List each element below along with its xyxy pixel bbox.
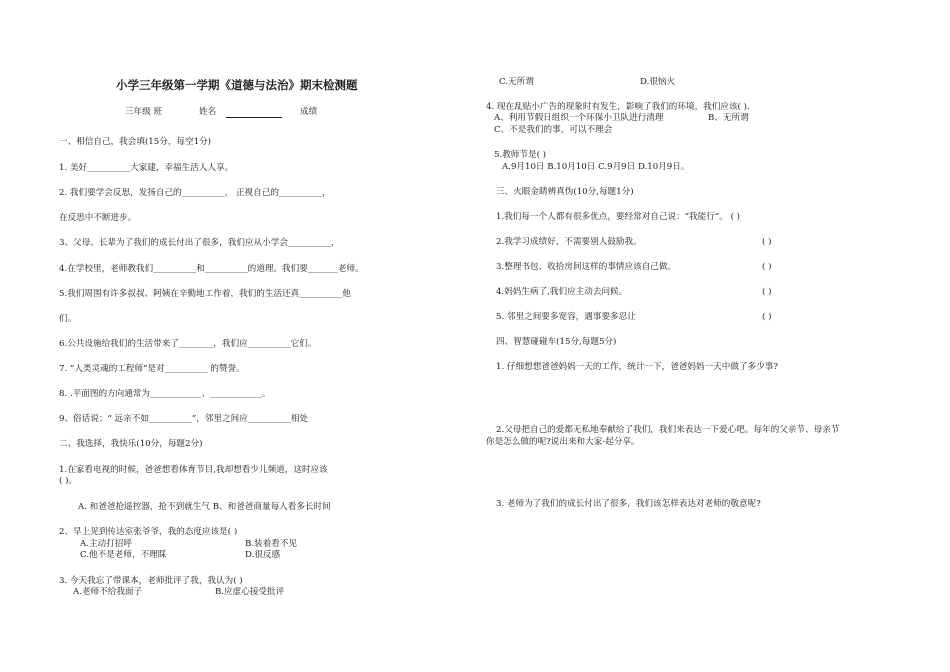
choice-question-5: 5.教师节是( )	[494, 150, 547, 160]
judge-answer-paren-5: ( )	[762, 312, 772, 322]
choice-2-option-c: C.他不是老师，不理睬	[80, 550, 167, 560]
name-underline	[226, 108, 282, 118]
fill-question-5-cont: 们。	[59, 314, 77, 324]
fill-question-9: 9、俗话说：“ 远亲不如__________”，邻里之间应__________相处	[59, 414, 309, 424]
choice-question-2: 2、早上见到传达室张爷爷，我的态度应该是( )	[59, 527, 238, 537]
fill-question-1: 1. 美好__________大家建，幸福生活人人享。	[59, 163, 234, 173]
choice-3-option-b: B.应虚心接受批评	[215, 587, 285, 597]
fill-question-5: 5.我们周围有许多叔叔、阿姨在辛勤地工作着，我们的生活还真__________他	[59, 289, 351, 299]
choice-question-4: 4. 现在乱贴小广告的现象时有发生，影响了我们的环境，我们应该( ).	[486, 102, 750, 112]
fill-question-4: 4.在学校里，老师教我们__________和__________的道理。我们要_______老师。	[59, 264, 364, 274]
judge-question-5: 5. 邻里之间要多宽容，遇事要多忍让	[496, 312, 636, 322]
section-heading-2: 二、我选择，我快乐(10分，每题2分)	[59, 439, 203, 449]
open-question-1: 1. 仔细想想爸爸妈妈一天的工作，统计一下，爸爸妈妈一天中做了多少事?	[496, 362, 778, 372]
section-heading-3: 三、火眼金睛辨真伪(10分,每题1分)	[496, 187, 634, 197]
choice-4-option-b: B、无所谓	[708, 113, 749, 123]
choice-4-option-c: C、不是我们的事，可以不理会	[494, 125, 613, 135]
fill-question-7: 7. “人类灵魂的工程师”是对__________ 的赞誉。	[59, 364, 245, 374]
judge-answer-paren-4: ( )	[762, 287, 772, 297]
fill-question-3: 3、父母、长辈为了我们的成长付出了很多，我们应从小学会__________，	[59, 238, 340, 248]
choice-4-option-a: A、利用节假日组织一个环保小卫队进行清理	[494, 113, 664, 123]
choice-question-3: 3. 今天我忘了带课本，老师批评了我，我认为( )	[59, 576, 243, 586]
choice-3-option-c: C.无所谓	[499, 77, 534, 87]
open-question-3: 3. 老师为了我们的成长付出了很多，我们该怎样表达对老师的敬意呢?	[496, 499, 761, 509]
page-title: 小学三年级第一学期《道德与法治》期末检测题	[116, 78, 358, 92]
choice-3-option-a: A.老师不给我面子	[73, 587, 143, 597]
choice-question-1: 1.在家看电视的时候，爸爸想看体育节目,我却想看少儿频道，这时应该	[59, 465, 328, 475]
choice-2-option-d: D.很反感	[245, 550, 281, 560]
choice-question-1-paren: ( )。	[59, 476, 78, 486]
choice-5-options: A.9月10日 B.10月10日 C.9月9日 D.10月9日。	[502, 162, 690, 172]
judge-question-3: 3.整理书包、收拾房间这样的事情应该自己做。	[496, 262, 677, 272]
judge-question-1: 1.我们每一个人都有很多优点，要经常对自己说：“我能行”。 ( )	[496, 212, 740, 222]
grade-class-label: 三年级 班	[125, 107, 163, 117]
section-heading-4: 四、智慧碰碰车(15分,每题5分)	[496, 337, 617, 347]
judge-question-4: 4.妈妈生病了,我们应主动去问候。	[496, 287, 628, 297]
fill-question-2: 2. 我们要学会反思，发扬自己的__________， 正视自己的__________，	[59, 188, 331, 198]
name-label: 姓名	[199, 107, 217, 117]
open-question-2: 2.父母把自己的爱都无私地奉献给了我们，我们来表达一下爱心吧。每年的父亲节、母亲节	[496, 425, 840, 435]
fill-question-6: 6.公共设施给我们的生活带来了________，我们应__________它们。	[59, 339, 317, 349]
judge-question-2: 2.我学习成绩好，不需要别人鼓励我。	[496, 237, 642, 247]
choice-2-option-a: A.主动打招呼	[80, 539, 132, 549]
choice-question-1-options: A. 和爸爸抢遥控器，抢不到就生气 B、和爸爸商量每人看多长时间	[78, 502, 331, 512]
fill-question-2-cont: 在反思中不断进步。	[59, 213, 137, 223]
score-label: 成绩	[300, 107, 318, 117]
choice-2-option-b: B.装着看不见	[245, 539, 298, 549]
fill-question-8: 8. .平面图的方向通常为____________、____________。	[59, 389, 271, 399]
choice-3-option-d: D.很恼火	[640, 77, 676, 87]
judge-answer-paren-2: ( )	[762, 237, 772, 247]
judge-answer-paren-3: ( )	[762, 262, 772, 272]
section-heading-1: 一、相信自己，我会填(15分，每空1分)	[59, 137, 212, 147]
open-question-2-cont: 你是怎么做的呢?说出来和大家-起分享。	[486, 437, 640, 447]
